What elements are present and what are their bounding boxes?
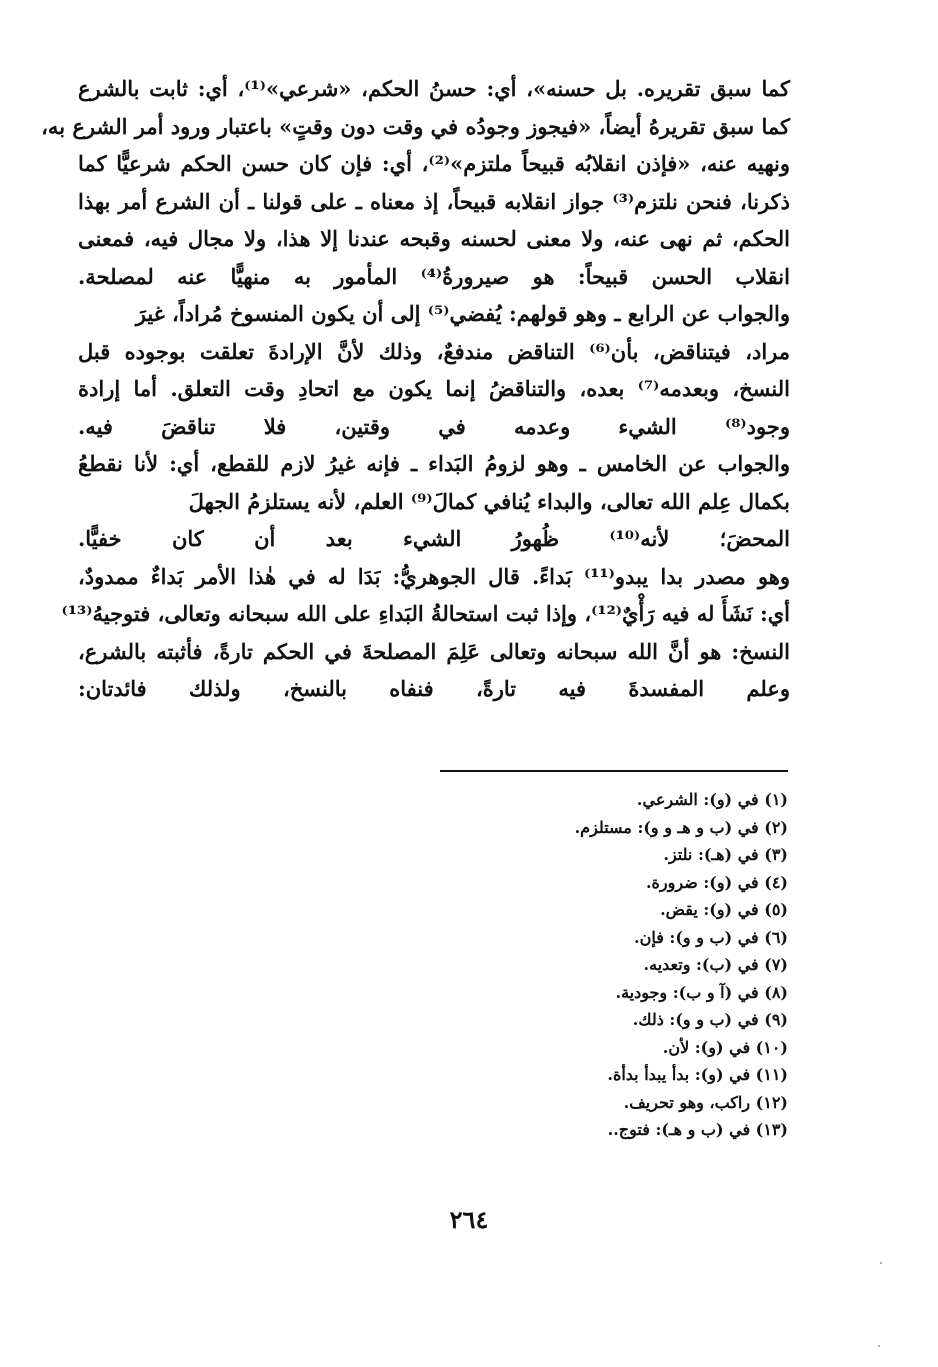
text-line: انقلاب الحسن قبيحاً: هو صيرورةُ⁽⁴⁾ المأمور به منهيًّا عنه لمصلحة. — [78, 263, 790, 289]
text-line: وهو مصدر بدا يبدو⁽¹¹⁾ بَداءً. قال الجوهريُّ: بَدَا له في هٰذا الأمر بَداءٌ ممدودٌ، — [78, 563, 790, 589]
text-line: والجواب عن الرابع ـ وهو قولهم: يُفضي⁽⁵⁾ إلى أن يكون المنسوخ مُراداً، غيرَ — [135, 301, 790, 326]
footnote: (٧) في (ب): وتعديه. — [643, 955, 788, 974]
main-text — [41, 70, 790, 708]
page-number: ٢٦٤ — [449, 1205, 489, 1234]
text-line: أي: نَشَأَ له فيه رَأْيٌ⁽¹²⁾، وإذا ثبت استحالةُ البَداءِ على الله سبحانه وتعالى، فتوجيهُ⁽¹³⁾ — [61, 601, 790, 626]
text-line: ونهيه عنه، «فإذن انقلابُه قبيحاً ملتزم»⁽²⁾، أي: فإن كان حسن الحكم شرعيًّا كما — [78, 151, 790, 176]
footnote: (٢) في (ب و هـ و و): مستلزم. — [574, 817, 788, 837]
scan-speck — [878, 1345, 880, 1347]
footnotes — [420, 786, 788, 1144]
text-line: كما سبق تقريره. بل حسنه»، أي: حسنُ الحكم، «شرعي»⁽¹⁾، أي: ثابت بالشرع — [78, 76, 790, 101]
text-line: وجود⁽⁸⁾ الشيء وعدمه في وقتين، فلا تناقضَ فيه. — [78, 413, 790, 439]
scan-speck — [880, 1262, 882, 1264]
text-line: مراد، فيتناقض، بأن⁽⁶⁾ التناقض مندفعٌ، وذلك لأنَّ الإرادةَ تعلقت بوجوده قبل — [78, 338, 790, 364]
text-line: وعلم المفسدةَ فيه تارةً، فنفاه بالنسخ، ولذلك فائدتان: — [78, 676, 790, 701]
text-line: ذكرنا، فنحن نلتزم⁽³⁾ جواز انقلابه قبيحاً، إذ معناه ـ على قولنا ـ أن الشرع أمر بهذا — [78, 188, 790, 214]
text-line: المحضَ؛ لأنه⁽¹⁰⁾ ظُهورُ الشيء بعد أن كان خفيًّا. — [78, 526, 790, 551]
footnote: (٨) في (آ و ب): وجودية. — [615, 982, 788, 1002]
footnote: (٤) في (و): ضرورة. — [645, 872, 788, 892]
footnote: (١٠) في (و): لأن. — [662, 1037, 788, 1057]
footnote: (١٢) راكب، وهو تحريف. — [623, 1092, 788, 1112]
footnote: (١١) في (و): بدأ يبدأ بدأة. — [607, 1065, 788, 1084]
text-line: النسخ، وبعدمه⁽⁷⁾ بعده، والتناقضُ إنما يكون مع اتحادِ وقت التعلق. أما إرادة — [78, 376, 790, 401]
text-line: كما سبق تقريرهُ أيضاً، «فيجوز وجودُه في وقت دون وقتٍ» باعتبار ورود أمر الشرع به، — [41, 113, 790, 139]
footnote: (٦) في (ب و و): فإن. — [634, 927, 788, 947]
footnote: (٥) في (و): يقض. — [660, 900, 788, 919]
footnote: (٣) في (هـ): نلتز. — [663, 845, 788, 864]
text-line: بكمال عِلم الله تعالى، والبداء يُنافي كمالَ⁽⁹⁾ العلم، لأنه يستلزمُ الجهلَ — [188, 488, 790, 514]
text-line: والجواب عن الخامس ـ وهو لزومُ البَداء ـ فإنه غيرُ لازم للقطع، أي: لأنا نقطعُ — [78, 451, 790, 476]
footnote: (١٣) في (ب و هـ): فتوج.. — [607, 1120, 788, 1139]
text-line: الحكم، ثم نهى عنه، ولا معنى لحسنه وقبحه عندنا إلا هذا، ولا مجال فيه، فمعنى — [78, 226, 790, 251]
footnote-divider — [440, 770, 788, 772]
footnote: (٩) في (ب و و): ذلك. — [632, 1010, 788, 1029]
text-line: النسخ: هو أنَّ الله سبحانه وتعالى عَلِمَ المصلحةَ في الحكم تارةً، فأثبته بالشرع، — [78, 638, 790, 664]
footnote: (١) في (و): الشرعي. — [636, 790, 788, 809]
